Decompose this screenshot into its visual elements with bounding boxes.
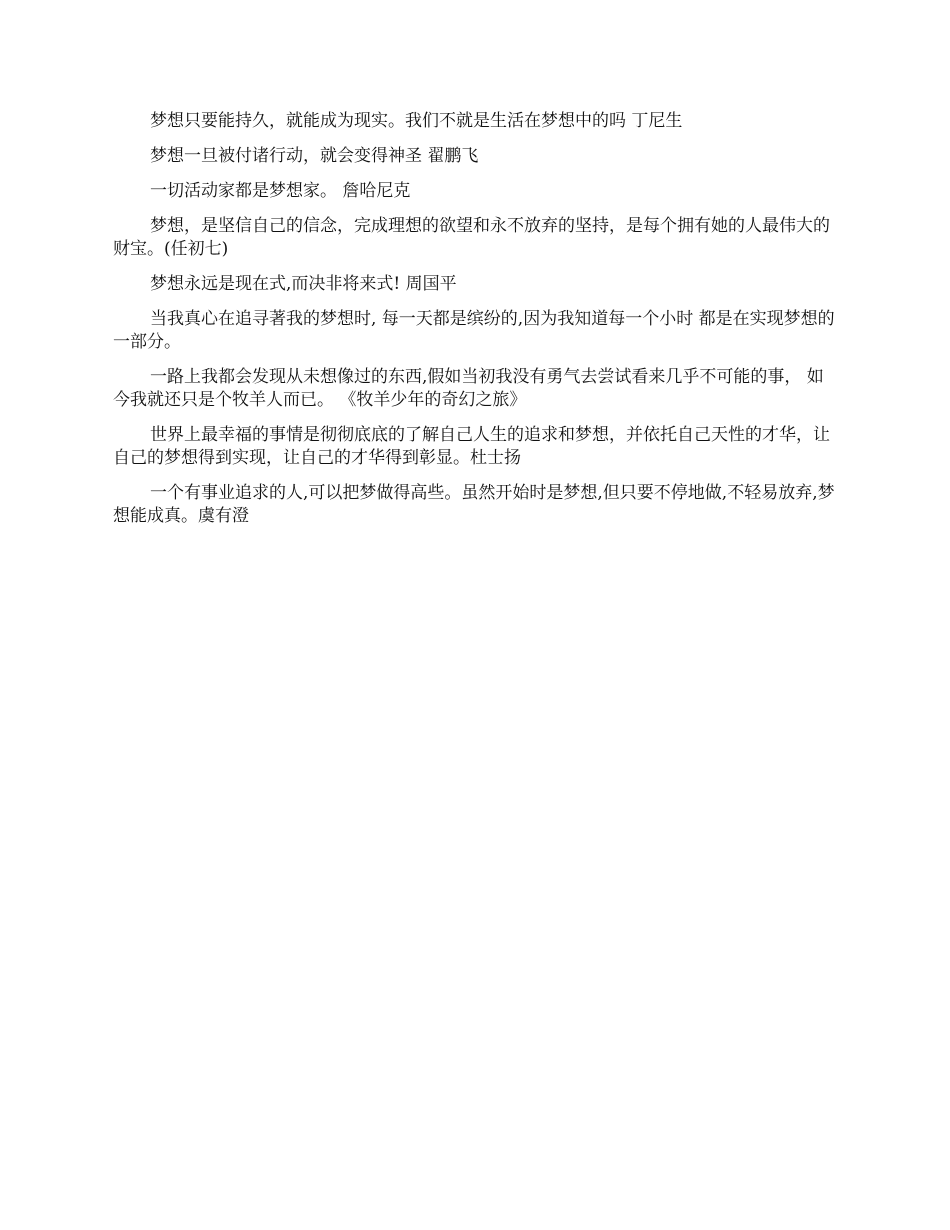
quote-paragraph-2: 梦想一旦被付诸行动，就会变得神圣 翟鹏飞 <box>150 146 479 166</box>
quote-paragraph-1: 梦想只要能持久，就能成为现实。我们不就是生活在梦想中的吗 丁尼生 <box>150 111 683 131</box>
quote-paragraph-6: 当我真心在追寻著我的梦想时, 每一天都是缤纷的,因为我知道每一个小时 都是在实现梦想的一部分。 <box>113 309 835 352</box>
quote-paragraph-8: 世界上最幸福的事情是彻彻底底的了解自己人生的追求和梦想，并依托自己天性的才华，让自己的梦想得到实现，让自己的才华得到彰显。杜士扬 <box>113 425 830 468</box>
quote-paragraph-3: 一切活动家都是梦想家。 詹哈尼克 <box>150 181 411 201</box>
quote-paragraph-5: 梦想永远是现在式,而决非将来式! 周国平 <box>150 274 457 294</box>
quote-paragraph-4: 梦想，是坚信自己的信念，完成理想的欲望和永不放弃的坚持，是每个拥有她的人最伟大的财宝。(任初七) <box>113 216 830 259</box>
quote-paragraph-7: 一路上我都会发现从未想像过的东西,假如当初我没有勇气去尝试看来几乎不可能的事， 如今我就还只是个牧羊人而已。 《牧羊少年的奇幻之旅》 <box>113 367 824 410</box>
quote-paragraph-9: 一个有事业追求的人,可以把梦做得高些。虽然开始时是梦想,但只要不停地做,不轻易放弃,梦想能成真。虞有澄 <box>113 483 835 526</box>
document-body <box>113 110 838 540</box>
